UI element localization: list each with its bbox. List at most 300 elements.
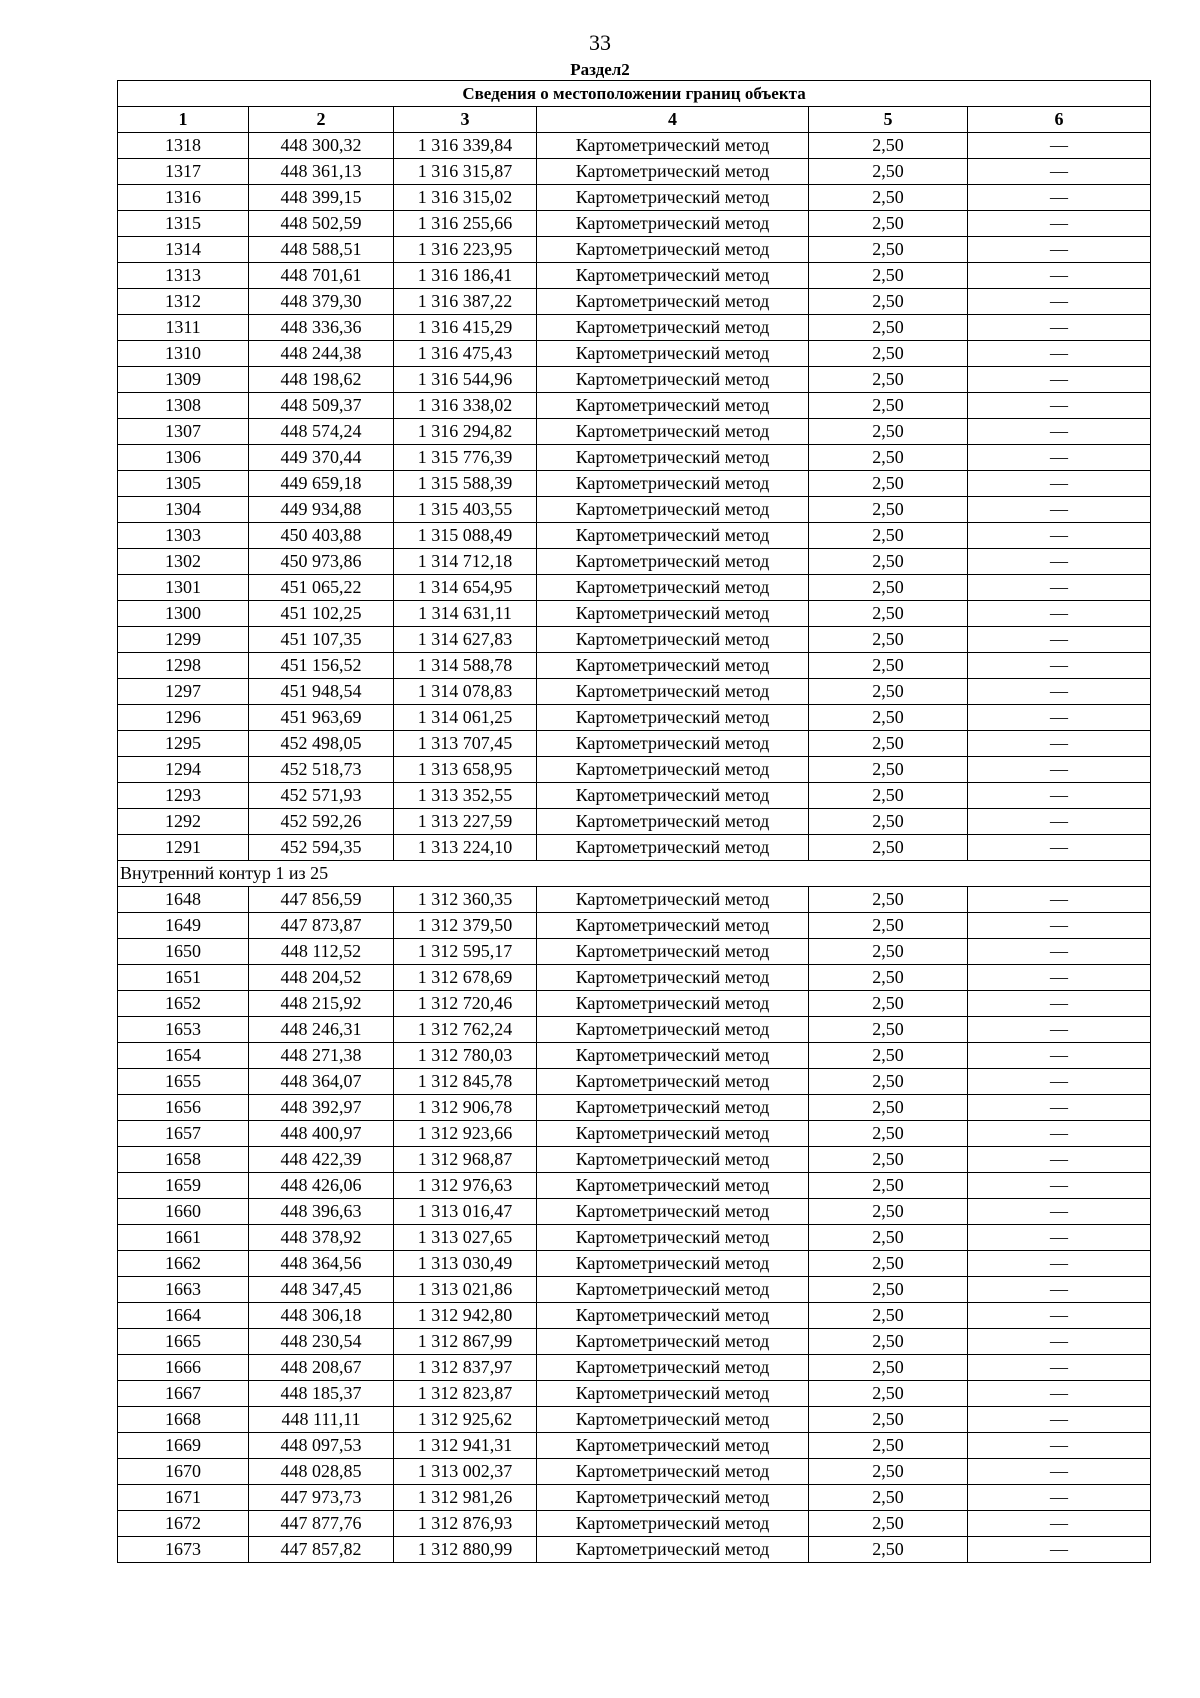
note-cell: — (968, 1355, 1151, 1381)
table-row (118, 237, 1151, 263)
point-number-cell: 1659 (118, 1173, 249, 1199)
method-cell: Картометрический метод (537, 757, 809, 783)
table-row (118, 185, 1151, 211)
table-row (118, 1173, 1151, 1199)
table-row (118, 1537, 1151, 1563)
y-coordinate-cell: 1 316 339,84 (394, 133, 537, 159)
x-coordinate-cell: 448 198,62 (249, 367, 394, 393)
point-number-cell: 1667 (118, 1381, 249, 1407)
note-cell: — (968, 1459, 1151, 1485)
method-cell: Картометрический метод (537, 965, 809, 991)
point-number-cell: 1304 (118, 497, 249, 523)
point-number-cell: 1663 (118, 1277, 249, 1303)
point-number-cell: 1308 (118, 393, 249, 419)
y-coordinate-cell: 1 316 315,02 (394, 185, 537, 211)
precision-cell: 2,50 (809, 393, 968, 419)
table-row (118, 1147, 1151, 1173)
method-cell: Картометрический метод (537, 1225, 809, 1251)
x-coordinate-cell: 448 364,56 (249, 1251, 394, 1277)
method-cell: Картометрический метод (537, 393, 809, 419)
note-cell: — (968, 601, 1151, 627)
table-caption-row (118, 81, 1151, 107)
precision-cell: 2,50 (809, 367, 968, 393)
point-number-cell: 1665 (118, 1329, 249, 1355)
y-coordinate-cell: 1 312 720,46 (394, 991, 537, 1017)
x-coordinate-cell: 448 300,32 (249, 133, 394, 159)
table-row (118, 757, 1151, 783)
note-cell: — (968, 1407, 1151, 1433)
method-cell: Картометрический метод (537, 653, 809, 679)
note-cell: — (968, 1173, 1151, 1199)
table-row (118, 367, 1151, 393)
precision-cell: 2,50 (809, 1459, 968, 1485)
note-cell: — (968, 1277, 1151, 1303)
note-cell: — (968, 783, 1151, 809)
column-number-6: 6 (968, 107, 1151, 133)
x-coordinate-cell: 448 306,18 (249, 1303, 394, 1329)
table-row (118, 341, 1151, 367)
precision-cell: 2,50 (809, 1303, 968, 1329)
method-cell: Картометрический метод (537, 1199, 809, 1225)
precision-cell: 2,50 (809, 757, 968, 783)
method-cell: Картометрический метод (537, 1043, 809, 1069)
table-row (118, 1199, 1151, 1225)
table-row (118, 159, 1151, 185)
precision-cell: 2,50 (809, 679, 968, 705)
method-cell: Картометрический метод (537, 1251, 809, 1277)
table-row (118, 471, 1151, 497)
method-cell: Картометрический метод (537, 705, 809, 731)
precision-cell: 2,50 (809, 1329, 968, 1355)
note-cell: — (968, 705, 1151, 731)
page-number: 33 (589, 30, 611, 55)
y-coordinate-cell: 1 315 403,55 (394, 497, 537, 523)
table-row (118, 1017, 1151, 1043)
column-number-4: 4 (537, 107, 809, 133)
y-coordinate-cell: 1 313 002,37 (394, 1459, 537, 1485)
note-cell: — (968, 627, 1151, 653)
y-coordinate-cell: 1 312 906,78 (394, 1095, 537, 1121)
y-coordinate-cell: 1 312 678,69 (394, 965, 537, 991)
table-row (118, 1225, 1151, 1251)
method-cell: Картометрический метод (537, 991, 809, 1017)
x-coordinate-cell: 450 973,86 (249, 549, 394, 575)
point-number-cell: 1295 (118, 731, 249, 757)
point-number-cell: 1306 (118, 445, 249, 471)
point-number-cell: 1654 (118, 1043, 249, 1069)
method-cell: Картометрический метод (537, 133, 809, 159)
note-cell: — (968, 1147, 1151, 1173)
precision-cell: 2,50 (809, 237, 968, 263)
y-coordinate-cell: 1 313 021,86 (394, 1277, 537, 1303)
note-cell: — (968, 263, 1151, 289)
note-cell: — (968, 653, 1151, 679)
table-row (118, 289, 1151, 315)
method-cell: Картометрический метод (537, 1407, 809, 1433)
note-cell: — (968, 1225, 1151, 1251)
precision-cell: 2,50 (809, 1017, 968, 1043)
precision-cell: 2,50 (809, 523, 968, 549)
y-coordinate-cell: 1 316 223,95 (394, 237, 537, 263)
point-number-cell: 1291 (118, 835, 249, 861)
point-number-cell: 1669 (118, 1433, 249, 1459)
method-cell: Картометрический метод (537, 783, 809, 809)
note-cell: — (968, 549, 1151, 575)
precision-cell: 2,50 (809, 1433, 968, 1459)
table-row (118, 783, 1151, 809)
y-coordinate-cell: 1 312 941,31 (394, 1433, 537, 1459)
note-cell: — (968, 393, 1151, 419)
method-cell: Картометрический метод (537, 445, 809, 471)
table-row (118, 809, 1151, 835)
x-coordinate-cell: 448 347,45 (249, 1277, 394, 1303)
note-cell: — (968, 133, 1151, 159)
note-cell: — (968, 1121, 1151, 1147)
x-coordinate-cell: 450 403,88 (249, 523, 394, 549)
coordinates-table (117, 80, 1151, 1563)
table-row (118, 1277, 1151, 1303)
y-coordinate-cell: 1 312 823,87 (394, 1381, 537, 1407)
y-coordinate-cell: 1 314 631,11 (394, 601, 537, 627)
table-row (118, 913, 1151, 939)
x-coordinate-cell: 448 378,92 (249, 1225, 394, 1251)
method-cell: Картометрический метод (537, 523, 809, 549)
table-row (118, 1251, 1151, 1277)
table-row (118, 1433, 1151, 1459)
y-coordinate-cell: 1 316 186,41 (394, 263, 537, 289)
note-cell: — (968, 315, 1151, 341)
x-coordinate-cell: 447 857,82 (249, 1537, 394, 1563)
point-number-cell: 1651 (118, 965, 249, 991)
method-cell: Картометрический метод (537, 237, 809, 263)
point-number-cell: 1293 (118, 783, 249, 809)
method-cell: Картометрический метод (537, 1173, 809, 1199)
precision-cell: 2,50 (809, 939, 968, 965)
method-cell: Картометрический метод (537, 809, 809, 835)
precision-cell: 2,50 (809, 1537, 968, 1563)
note-cell: — (968, 913, 1151, 939)
note-cell: — (968, 419, 1151, 445)
precision-cell: 2,50 (809, 1043, 968, 1069)
y-coordinate-cell: 1 314 061,25 (394, 705, 537, 731)
table-caption: Сведения о местоположении границ объекта (118, 81, 1151, 107)
x-coordinate-cell: 448 399,15 (249, 185, 394, 211)
table-row (118, 835, 1151, 861)
precision-cell: 2,50 (809, 1381, 968, 1407)
precision-cell: 2,50 (809, 211, 968, 237)
x-coordinate-cell: 449 659,18 (249, 471, 394, 497)
point-number-cell: 1656 (118, 1095, 249, 1121)
table-row (118, 679, 1151, 705)
note-cell: — (968, 1017, 1151, 1043)
y-coordinate-cell: 1 312 981,26 (394, 1485, 537, 1511)
method-cell: Картометрический метод (537, 1147, 809, 1173)
precision-cell: 2,50 (809, 991, 968, 1017)
x-coordinate-cell: 448 400,97 (249, 1121, 394, 1147)
x-coordinate-cell: 448 204,52 (249, 965, 394, 991)
note-cell: — (968, 757, 1151, 783)
x-coordinate-cell: 449 934,88 (249, 497, 394, 523)
method-cell: Картометрический метод (537, 835, 809, 861)
method-cell: Картометрический метод (537, 471, 809, 497)
note-cell: — (968, 575, 1151, 601)
table-row (118, 887, 1151, 913)
table-row (118, 211, 1151, 237)
point-number-cell: 1310 (118, 341, 249, 367)
note-cell: — (968, 1095, 1151, 1121)
table-row (118, 1329, 1151, 1355)
note-cell: — (968, 185, 1151, 211)
method-cell: Картометрический метод (537, 1459, 809, 1485)
point-number-cell: 1311 (118, 315, 249, 341)
point-number-cell: 1294 (118, 757, 249, 783)
x-coordinate-cell: 451 963,69 (249, 705, 394, 731)
y-coordinate-cell: 1 314 654,95 (394, 575, 537, 601)
y-coordinate-cell: 1 312 360,35 (394, 887, 537, 913)
point-number-cell: 1307 (118, 419, 249, 445)
point-number-cell: 1661 (118, 1225, 249, 1251)
table-row (118, 1121, 1151, 1147)
point-number-cell: 1671 (118, 1485, 249, 1511)
y-coordinate-cell: 1 316 415,29 (394, 315, 537, 341)
point-number-cell: 1316 (118, 185, 249, 211)
x-coordinate-cell: 448 185,37 (249, 1381, 394, 1407)
precision-cell: 2,50 (809, 341, 968, 367)
x-coordinate-cell: 452 518,73 (249, 757, 394, 783)
method-cell: Картометрический метод (537, 913, 809, 939)
table-row (118, 445, 1151, 471)
point-number-cell: 1312 (118, 289, 249, 315)
note-cell: — (968, 1381, 1151, 1407)
precision-cell: 2,50 (809, 185, 968, 211)
table-row (118, 1069, 1151, 1095)
x-coordinate-cell: 452 592,26 (249, 809, 394, 835)
x-coordinate-cell: 452 498,05 (249, 731, 394, 757)
table-row (118, 1043, 1151, 1069)
y-coordinate-cell: 1 312 780,03 (394, 1043, 537, 1069)
table-body (118, 133, 1151, 1563)
precision-cell: 2,50 (809, 653, 968, 679)
precision-cell: 2,50 (809, 1511, 968, 1537)
y-coordinate-cell: 1 316 387,22 (394, 289, 537, 315)
x-coordinate-cell: 448 396,63 (249, 1199, 394, 1225)
point-number-cell: 1317 (118, 159, 249, 185)
x-coordinate-cell: 448 392,97 (249, 1095, 394, 1121)
y-coordinate-cell: 1 312 880,99 (394, 1537, 537, 1563)
table-row (118, 705, 1151, 731)
column-number-1: 1 (118, 107, 249, 133)
y-coordinate-cell: 1 316 475,43 (394, 341, 537, 367)
x-coordinate-cell: 449 370,44 (249, 445, 394, 471)
section-title: Раздел2 (570, 60, 630, 79)
precision-cell: 2,50 (809, 1251, 968, 1277)
precision-cell: 2,50 (809, 549, 968, 575)
precision-cell: 2,50 (809, 809, 968, 835)
point-number-cell: 1318 (118, 133, 249, 159)
table-row (118, 965, 1151, 991)
y-coordinate-cell: 1 312 762,24 (394, 1017, 537, 1043)
y-coordinate-cell: 1 312 976,63 (394, 1173, 537, 1199)
precision-cell: 2,50 (809, 601, 968, 627)
note-cell: — (968, 289, 1151, 315)
point-number-cell: 1670 (118, 1459, 249, 1485)
y-coordinate-cell: 1 313 224,10 (394, 835, 537, 861)
note-cell: — (968, 159, 1151, 185)
note-cell: — (968, 341, 1151, 367)
y-coordinate-cell: 1 313 016,47 (394, 1199, 537, 1225)
precision-cell: 2,50 (809, 289, 968, 315)
point-number-cell: 1314 (118, 237, 249, 263)
point-number-cell: 1652 (118, 991, 249, 1017)
point-number-cell: 1673 (118, 1537, 249, 1563)
point-number-cell: 1309 (118, 367, 249, 393)
method-cell: Картометрический метод (537, 575, 809, 601)
y-coordinate-cell: 1 315 776,39 (394, 445, 537, 471)
precision-cell: 2,50 (809, 1355, 968, 1381)
method-cell: Картометрический метод (537, 939, 809, 965)
x-coordinate-cell: 448 215,92 (249, 991, 394, 1017)
x-coordinate-cell: 448 502,59 (249, 211, 394, 237)
x-coordinate-cell: 451 948,54 (249, 679, 394, 705)
precision-cell: 2,50 (809, 419, 968, 445)
note-cell: — (968, 471, 1151, 497)
note-cell: — (968, 1433, 1151, 1459)
table-row (118, 133, 1151, 159)
precision-cell: 2,50 (809, 575, 968, 601)
y-coordinate-cell: 1 316 315,87 (394, 159, 537, 185)
method-cell: Картометрический метод (537, 731, 809, 757)
y-coordinate-cell: 1 312 595,17 (394, 939, 537, 965)
table-row (118, 575, 1151, 601)
method-cell: Картометрический метод (537, 1069, 809, 1095)
table-row (118, 1407, 1151, 1433)
table-row (118, 1511, 1151, 1537)
y-coordinate-cell: 1 314 712,18 (394, 549, 537, 575)
point-number-cell: 1303 (118, 523, 249, 549)
point-number-cell: 1300 (118, 601, 249, 627)
point-number-cell: 1668 (118, 1407, 249, 1433)
precision-cell: 2,50 (809, 1277, 968, 1303)
precision-cell: 2,50 (809, 731, 968, 757)
x-coordinate-cell: 452 594,35 (249, 835, 394, 861)
point-number-cell: 1666 (118, 1355, 249, 1381)
precision-cell: 2,50 (809, 705, 968, 731)
contour-label: Внутренний контур 1 из 25 (118, 861, 1151, 887)
y-coordinate-cell: 1 312 867,99 (394, 1329, 537, 1355)
point-number-cell: 1650 (118, 939, 249, 965)
point-number-cell: 1302 (118, 549, 249, 575)
precision-cell: 2,50 (809, 913, 968, 939)
point-number-cell: 1315 (118, 211, 249, 237)
method-cell: Картометрический метод (537, 1303, 809, 1329)
table-row (118, 1303, 1151, 1329)
table-row (118, 1485, 1151, 1511)
method-cell: Картометрический метод (537, 1121, 809, 1147)
method-cell: Картометрический метод (537, 1017, 809, 1043)
y-coordinate-cell: 1 312 837,97 (394, 1355, 537, 1381)
point-number-cell: 1653 (118, 1017, 249, 1043)
precision-cell: 2,50 (809, 1407, 968, 1433)
y-coordinate-cell: 1 313 027,65 (394, 1225, 537, 1251)
method-cell: Картометрический метод (537, 1381, 809, 1407)
point-number-cell: 1649 (118, 913, 249, 939)
note-cell: — (968, 1329, 1151, 1355)
precision-cell: 2,50 (809, 471, 968, 497)
y-coordinate-cell: 1 313 030,49 (394, 1251, 537, 1277)
method-cell: Картометрический метод (537, 263, 809, 289)
x-coordinate-cell: 448 097,53 (249, 1433, 394, 1459)
y-coordinate-cell: 1 313 352,55 (394, 783, 537, 809)
contour-label-row (118, 861, 1151, 887)
y-coordinate-cell: 1 312 923,66 (394, 1121, 537, 1147)
table-row (118, 393, 1151, 419)
method-cell: Картометрический метод (537, 497, 809, 523)
method-cell: Картометрический метод (537, 1355, 809, 1381)
precision-cell: 2,50 (809, 1095, 968, 1121)
table-row (118, 523, 1151, 549)
x-coordinate-cell: 447 877,76 (249, 1511, 394, 1537)
precision-cell: 2,50 (809, 1485, 968, 1511)
x-coordinate-cell: 447 973,73 (249, 1485, 394, 1511)
note-cell: — (968, 445, 1151, 471)
x-coordinate-cell: 448 509,37 (249, 393, 394, 419)
note-cell: — (968, 1199, 1151, 1225)
method-cell: Картометрический метод (537, 211, 809, 237)
method-cell: Картометрический метод (537, 315, 809, 341)
method-cell: Картометрический метод (537, 1277, 809, 1303)
point-number-cell: 1299 (118, 627, 249, 653)
x-coordinate-cell: 448 028,85 (249, 1459, 394, 1485)
method-cell: Картометрический метод (537, 159, 809, 185)
method-cell: Картометрический метод (537, 419, 809, 445)
note-cell: — (968, 887, 1151, 913)
precision-cell: 2,50 (809, 315, 968, 341)
x-coordinate-cell: 448 208,67 (249, 1355, 394, 1381)
column-number-2: 2 (249, 107, 394, 133)
table-row (118, 939, 1151, 965)
note-cell: — (968, 211, 1151, 237)
point-number-cell: 1660 (118, 1199, 249, 1225)
x-coordinate-cell: 448 426,06 (249, 1173, 394, 1199)
y-coordinate-cell: 1 312 876,93 (394, 1511, 537, 1537)
table-row (118, 1095, 1151, 1121)
y-coordinate-cell: 1 312 379,50 (394, 913, 537, 939)
x-coordinate-cell: 448 230,54 (249, 1329, 394, 1355)
precision-cell: 2,50 (809, 1199, 968, 1225)
y-coordinate-cell: 1 313 658,95 (394, 757, 537, 783)
method-cell: Картометрический метод (537, 1433, 809, 1459)
table-row (118, 497, 1151, 523)
column-number-3: 3 (394, 107, 537, 133)
precision-cell: 2,50 (809, 133, 968, 159)
note-cell: — (968, 1069, 1151, 1095)
precision-cell: 2,50 (809, 783, 968, 809)
precision-cell: 2,50 (809, 497, 968, 523)
point-number-cell: 1298 (118, 653, 249, 679)
point-number-cell: 1657 (118, 1121, 249, 1147)
y-coordinate-cell: 1 313 707,45 (394, 731, 537, 757)
table-row (118, 1459, 1151, 1485)
x-coordinate-cell: 448 361,13 (249, 159, 394, 185)
precision-cell: 2,50 (809, 1069, 968, 1095)
y-coordinate-cell: 1 312 845,78 (394, 1069, 537, 1095)
point-number-cell: 1662 (118, 1251, 249, 1277)
x-coordinate-cell: 451 107,35 (249, 627, 394, 653)
table-row (118, 601, 1151, 627)
x-coordinate-cell: 448 111,11 (249, 1407, 394, 1433)
x-coordinate-cell: 448 112,52 (249, 939, 394, 965)
note-cell: — (968, 731, 1151, 757)
